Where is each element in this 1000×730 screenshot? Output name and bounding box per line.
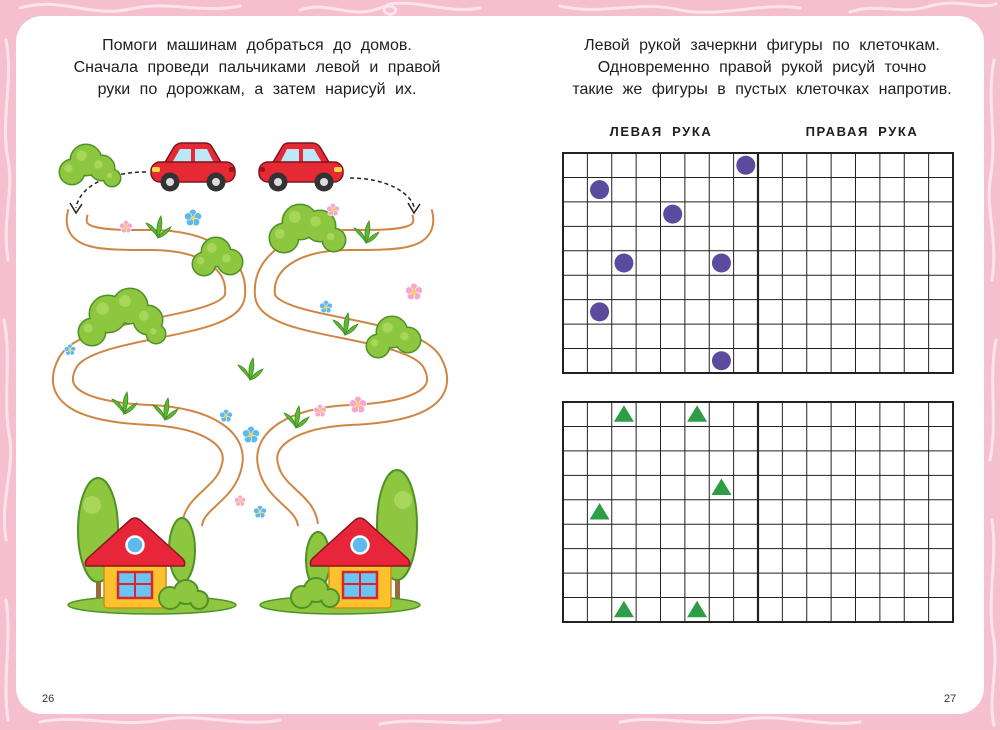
dashed-arrow-icon — [350, 178, 420, 213]
instruction-line: руки по дорожкам, а затем нарисуй их. — [97, 81, 417, 98]
bush-highlight — [76, 150, 87, 161]
circle-icon — [712, 254, 731, 273]
instruction-line: такие же фигуры в пустых клеточках напротив. — [572, 81, 952, 98]
bush-highlight — [289, 211, 301, 223]
flower-center — [68, 348, 71, 351]
flower-center — [324, 305, 327, 308]
flower-icon — [349, 396, 366, 413]
bush-highlight — [150, 328, 156, 334]
flower-petal — [234, 497, 239, 502]
bush-leaf — [218, 250, 242, 274]
flower-icon — [234, 495, 245, 506]
flower-petal — [320, 303, 326, 309]
bush-highlight — [64, 164, 72, 172]
flower-center — [412, 290, 417, 295]
triangle-icon — [614, 405, 634, 422]
flower-center — [258, 510, 261, 513]
circle-icon — [590, 302, 609, 321]
bush-highlight — [222, 254, 230, 262]
flower-center — [191, 216, 196, 221]
instruction-line: Левой рукой зачеркни фигуры по клеточкам. — [584, 37, 940, 54]
flower-icon — [314, 404, 327, 416]
triangle-icon — [614, 601, 634, 618]
circle-icon — [712, 351, 731, 370]
flower-petal — [184, 213, 191, 220]
right-page-instructions — [542, 35, 982, 101]
page-number-left: 26 — [42, 693, 55, 705]
flower-icon — [320, 300, 333, 312]
bush-highlight — [327, 233, 335, 241]
bush-leaf — [396, 328, 420, 352]
road-surface — [265, 212, 437, 525]
flower-petal — [64, 346, 69, 351]
flower-icon — [405, 283, 422, 300]
flower-center — [318, 409, 321, 412]
flower-center — [331, 208, 334, 211]
flower-icon — [327, 203, 340, 215]
flower-petal — [314, 407, 320, 413]
bush-highlight — [197, 257, 205, 265]
triangle-icon — [590, 503, 610, 520]
circle-icon — [614, 254, 633, 273]
bush-highlight — [96, 302, 109, 315]
flower-icon — [120, 220, 133, 232]
bush-highlight — [371, 339, 379, 347]
bush-highlight — [139, 311, 149, 321]
flower-icon — [220, 409, 233, 421]
flower-petal — [242, 430, 249, 437]
flower-center — [124, 225, 127, 228]
bush-highlight — [310, 216, 321, 227]
flower-petal — [405, 287, 412, 294]
triangle-icon — [687, 601, 707, 618]
triangle-icon — [687, 405, 707, 422]
bush-leaf — [104, 170, 120, 186]
flower-center — [249, 433, 254, 438]
flower-icon — [254, 505, 267, 517]
instruction-line: Помоги машинам добраться до домов. — [102, 37, 412, 54]
car-icon — [151, 143, 235, 192]
flower-petal — [349, 400, 356, 407]
flower-petal — [327, 206, 333, 212]
page-number-right: 27 — [944, 693, 957, 705]
instruction-line: Сначала проведи пальчиками левой и правой — [73, 59, 441, 76]
bush-highlight — [94, 160, 102, 168]
flower-center — [224, 414, 227, 417]
right-hand-label: ПРАВАЯ РУКА — [805, 124, 919, 139]
right-road — [265, 212, 437, 525]
bush-highlight — [400, 332, 408, 340]
flower-center — [356, 403, 361, 408]
bush-icon — [60, 145, 120, 186]
bush-highlight — [107, 173, 113, 179]
bush-highlight — [207, 243, 217, 253]
bush-highlight — [84, 324, 93, 333]
bush-highlight — [382, 322, 393, 333]
instruction-line: Одновременно правой рукой рисуй точно — [597, 59, 927, 76]
bush-highlight — [275, 229, 285, 239]
left-hand-label: ЛЕВАЯ РУКА — [609, 124, 713, 139]
flower-petal — [254, 508, 260, 514]
circle-icon — [663, 205, 682, 224]
bush-leaf — [323, 229, 345, 251]
triangle-icon — [711, 479, 731, 496]
task-grid-1 — [563, 153, 953, 373]
circle-icon — [736, 156, 755, 175]
flower-icon — [242, 426, 259, 443]
car-icon — [259, 143, 343, 192]
circle-icon — [590, 180, 609, 199]
task-grids — [556, 146, 960, 630]
bush-highlight — [119, 295, 131, 307]
flower-petal — [220, 412, 226, 418]
flower-petal — [120, 223, 126, 229]
flower-center — [238, 499, 241, 502]
flower-icon — [184, 209, 201, 226]
grass-icon — [238, 358, 263, 380]
bush-leaf — [147, 325, 165, 343]
task-grid-2 — [563, 402, 953, 622]
